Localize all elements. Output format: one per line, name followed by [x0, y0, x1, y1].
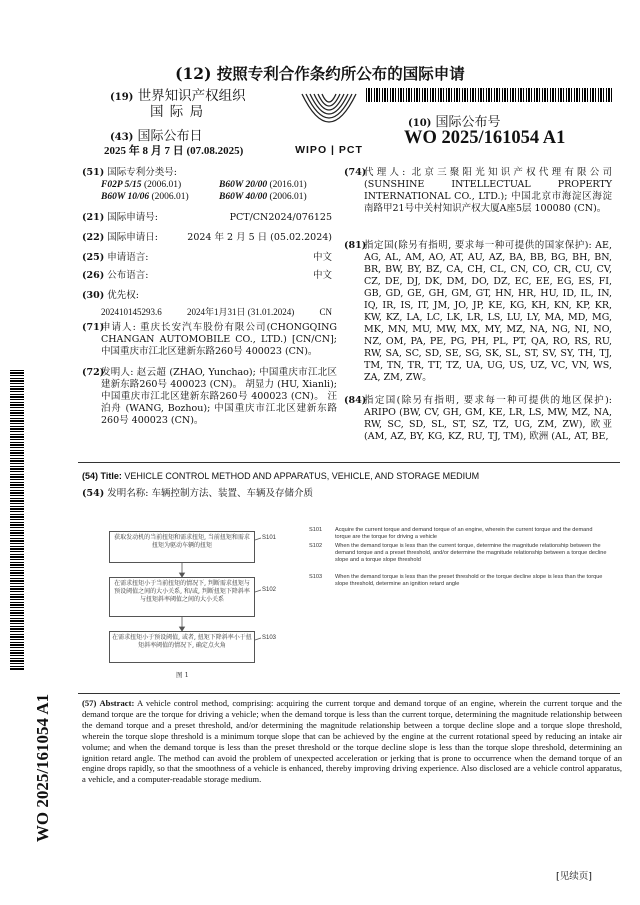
legend-s101: S101 Acquire the current torque and demand torque of an engine, wherein the current torque and the demand torque are the torque for driving a vehicle — [309, 527, 593, 541]
legend-s102: S102 When the demand torque is less than the current torque, determine the magnitude relationship between the demand torque and a preset threshold, and/or determine the magnitude relationship between a torque decline slope and a torque slope threshold — [309, 543, 607, 564]
publication-number-label: (10) 国际公布号 — [408, 115, 501, 130]
publication-number: WO 2025/161054 A1 — [404, 128, 566, 148]
field-74: (74) 代理人: 北京三聚阳光知识产权代理有限公司 (SUNSHINE INTELLECTUAL PROPERTY INTERNATIONAL CO., LTD.); 中国北京市海淀区海淀南路甲21号中关村知识产权大厦A座5层 100080 (CN)。 — [344, 167, 612, 214]
leader-s102 — [255, 590, 261, 592]
vertical-publication-number: WO 2025/161054 A1 — [33, 693, 52, 843]
abstract: (57) Abstract: A vehicle control method, comprising: acquiring the current torque and demand torque of an engine, wherein the current torque and the demand torque are the torque for driving a vehicle; when the demand torque is less than the current torque, determining the magnitude relationship between the demand torque and a preset threshold, and/or determining the magnitude relationship between a torque decline slope and a torque slope threshold, wherein the torque slope threshold is a minimum torque slope that can be achieved by the engine at the current rotational speed by reducing an intake air volume; and when the demand torque is less than the preset threshold or the torque decline slope is less than the torque slope threshold, determining an ignition retard angle. The method can avoid the problem of unexpected acceleration or jerking that is prone to occurrence when the demand torque of an engine drops rapidly, so that the smoothness of a vehicle is enhanced, thereby improving driving experience. Also disclosed are a vehicle control apparatus, a vehicle, and a computer-readable storage medium. — [82, 698, 622, 785]
divider-abstract — [78, 693, 620, 694]
flow-box-s103: 在需求扭矩小于预设阈值, 或者, 扭矩下降斜率小于扭矩斜率阈值的情况下, 确定点火角 — [109, 631, 255, 663]
leader-s101 — [255, 538, 261, 540]
field-71: (71) 申请人: 重庆长安汽车股份有限公司(CHONGQING CHANGAN AUTOMOBILE CO., LTD.) [CN/CN]; 中国重庆市江北区建新东路260号 400023 (CN)。 — [82, 322, 337, 357]
field-30: (30) 优先权: — [82, 290, 139, 301]
publication-date-label: (43) 国际公布日 — [110, 129, 203, 144]
field-22: (22) 国际申请日: 2024 年 2 月 5 日 (05.02.2024) — [82, 232, 332, 243]
figure-caption: 图 1 — [176, 671, 189, 679]
legend-s103: S103 When the demand torque is less than the preset threshold or the torque decline slope is less than the torque slope threshold, determine an ignition retard angle — [309, 574, 603, 588]
wipo-org-name: (19) 世界知识产权组织 — [110, 88, 246, 104]
document-title: (12) 按照专利合作条约所公布的国际申请 — [175, 64, 465, 83]
field-26: (26) 公布语言: 中文 — [82, 270, 332, 281]
leader-s103 — [255, 638, 261, 640]
step-label-s102: S102 — [262, 587, 277, 593]
ipc-classes: F02P 5/15 (2006.01) B60W 20/00 (2016.01) B60W 10/06 (2006.01) B60W 40/00 (2006.01) — [101, 180, 307, 202]
field-51: (51) 国际专利分类号: — [82, 167, 177, 178]
flow-box-s101: 获取发动机的当前扭矩和需求扭矩, 当前扭矩和需求扭矩为驱动车辆的扭矩 — [109, 531, 255, 563]
priority-entry: 202410145293.6 2024年1月31日 (31.01.2024) CN — [101, 307, 332, 317]
field-81: (81) 指定国(除另有指明, 要求每一种可提供的国家保护): AE, AG, AL, AM, AO, AT, AU, AZ, BA, BB, BG, BH, BN, BR, BW, BY, BZ, CA, CH, CL, CN, CO, CR, CU, CV, CZ, DE, DJ, DK, DM, DO, DZ, EC, EE, EG, ES, FI, GB, GD, GE, GH, GM, GT, HN, HR, HU, ID, IL, IN, IQ, IR, IS, IT, JM, JO, JP, KE, KG, KH, KN, KP, KR, KW, KZ, LA, LC, LK, LR, LS, LU, LY, MA, MD, MG, MK, MN, MU, MW, MX, MY, MZ, NA, NG, NI, NO, NZ, OM, PA, PE, PG, PH, PL, PT, QA, RO, RS, RU, RW, SA, SC, SD, SE, SG, SK, SL, ST, SV, SY, TH, TJ, TM, TN, TR, TT, TZ, UA, UG, US, UZ, VC, VN, WS, ZA, ZM, ZW。 — [344, 240, 612, 383]
field-72: (72) 发明人: 赵云超 (ZHAO, Yunchao); 中国重庆市江北区建新东路260号 400023 (CN)。 胡显力 (HU, Xianli); 中国重庆市江北区建新东路260号 400023 (CN)。 汪泊舟 (WANG, Bozhou); 中国重庆市江北区建新东路260号 400023 (CN)。 — [82, 367, 337, 426]
arrow-head-1 — [180, 573, 185, 577]
title-zh: (54) 发明名称: 车辆控制方法、装置、车辆及存储介质 — [82, 488, 313, 499]
step-label-s103: S103 — [262, 635, 277, 641]
wipo-pct-text: WIPO | PCT — [295, 144, 363, 156]
international-bureau: 国 际 局 — [150, 104, 205, 120]
title-en: (54) Title: VEHICLE CONTROL METHOD AND APPARATUS, VEHICLE, AND STORAGE MEDIUM — [82, 471, 480, 481]
field-21: (21) 国际申请号: PCT/CN2024/076125 — [82, 212, 332, 223]
field-25: (25) 申请语言: 中文 — [82, 252, 332, 263]
field-84: (84) 指定国(除另有指明, 要求每一种可提供的地区保护): ARIPO (BW, CV, GH, GM, KE, LR, LS, MW, MZ, NA, RW, SC, SD, SL, ST, SZ, TZ, UG, ZM, ZW), 欧亚 (AM, AZ, BY, KG, KZ, RU, TJ, TM), 欧洲 (AL, AT, BE, — [344, 395, 612, 442]
continued-note: [见续页] — [556, 871, 592, 882]
step-label-s101: S101 — [262, 535, 277, 541]
flow-box-s102: 在需求扭矩小于当前扭矩的情况下, 判断需求扭矩与预设阈值之间的大小关系, 和/或, 判断扭矩下降斜率与扭矩斜率阈值之间的大小关系 — [109, 577, 255, 617]
publication-date: 2025 年 8 月 7 日 (07.08.2025) — [104, 145, 244, 157]
arrow-head-2 — [180, 627, 185, 631]
